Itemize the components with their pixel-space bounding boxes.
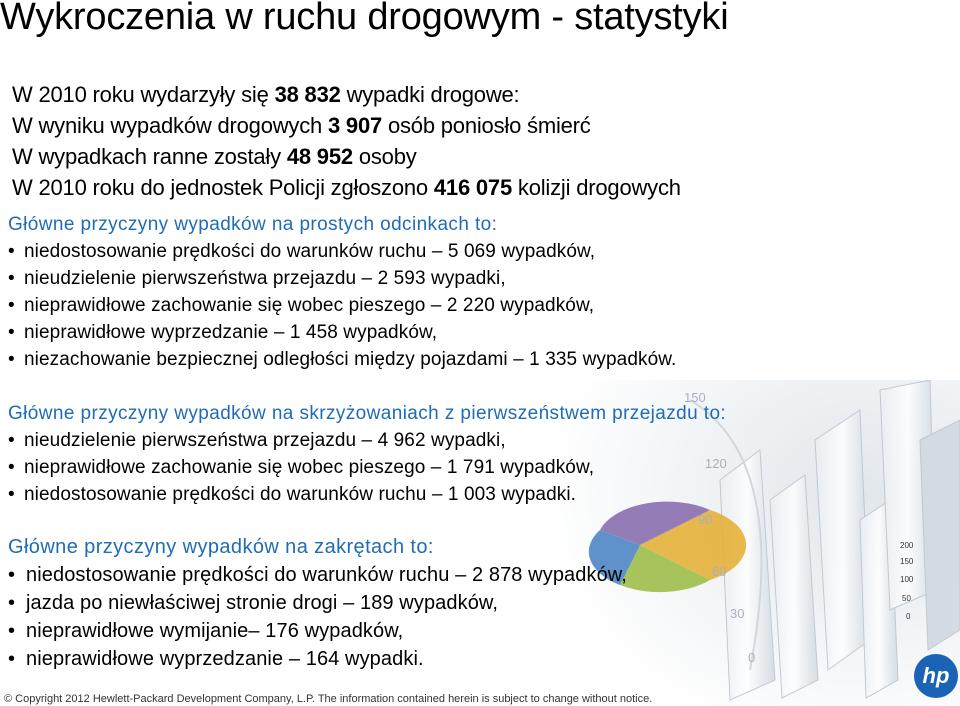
deco-tick: 120 xyxy=(705,456,727,471)
list-item: • nieudzielenie pierwszeństwa przejazdu – 4 962 wypadki, xyxy=(8,427,726,454)
section-heading: Główne przyczyny wypadków na prostych odcinkach to: xyxy=(8,214,498,235)
list-item: • nieprawidłowe wyprzedzanie – 164 wypadki. xyxy=(8,645,627,673)
logo-text: hp xyxy=(922,663,950,688)
deco-tick: 150 xyxy=(684,390,706,405)
page-title: Wykroczenia w ruchu drogowym - statystyki xyxy=(0,0,729,38)
stat-line: W wypadkach ranne zostały 48 952 osoby xyxy=(12,144,417,169)
section-heading: Główne przyczyny wypadków na zakrętach to: xyxy=(8,536,434,558)
list-item: • niezachowanie bezpiecznej odległości między pojazdami – 1 335 wypadków. xyxy=(8,346,676,373)
section-heading: Główne przyczyny wypadków na skrzyżowaniach z pierwszeństwem przejazdu to: xyxy=(8,403,727,424)
stat-line: W 2010 roku wydarzyły się 38 832 wypadki drogowe: xyxy=(12,82,520,107)
deco-tick: 200 xyxy=(900,541,914,550)
hp-logo xyxy=(914,654,958,698)
section-straight-roads xyxy=(8,211,676,373)
key-statistics xyxy=(12,79,681,203)
deco-tick: 90 xyxy=(698,512,713,527)
stat-line: W 2010 roku do jednostek Policji zgłoszono 416 075 kolizji drogowych xyxy=(12,175,681,200)
deco-tick: 150 xyxy=(900,557,914,566)
deco-tick: 60 xyxy=(712,564,727,579)
stat-line: W wyniku wypadków drogowych 3 907 osób poniosło śmierć xyxy=(12,113,591,138)
list-item: • niedostosowanie prędkości do warunków ruchu – 1 003 wypadki. xyxy=(8,481,726,508)
deco-tick: 0 xyxy=(748,650,756,665)
list-item: • niedostosowanie prędkości do warunków ruchu – 2 878 wypadków, xyxy=(8,561,627,589)
copyright-footer: © Copyright 2012 Hewlett-Packard Development Company, L.P. The information contained herein is subject to change without notice. xyxy=(4,693,653,705)
list-item: • nieprawidłowe wymijanie– 176 wypadków, xyxy=(8,617,627,645)
list-item: • nieudzielenie pierwszeństwa przejazdu – 2 593 wypadki, xyxy=(8,265,676,292)
list-item: • nieprawidłowe zachowanie się wobec pieszego – 2 220 wypadków, xyxy=(8,292,676,319)
deco-tick: 50 xyxy=(902,594,911,603)
list-item: • nieprawidłowe zachowanie się wobec pieszego – 1 791 wypadków, xyxy=(8,454,726,481)
list-item: • niedostosowanie prędkości do warunków ruchu – 5 069 wypadków, xyxy=(8,238,676,265)
section-curves xyxy=(8,533,627,673)
list-item: • nieprawidłowe wyprzedzanie – 1 458 wypadków, xyxy=(8,319,676,346)
list-item: • jazda po niewłaściwej stronie drogi – 189 wypadków, xyxy=(8,589,627,617)
deco-tick: 100 xyxy=(900,575,914,584)
deco-tick: 30 xyxy=(730,606,745,621)
deco-tick: 0 xyxy=(906,612,911,621)
section-intersections xyxy=(8,400,726,508)
